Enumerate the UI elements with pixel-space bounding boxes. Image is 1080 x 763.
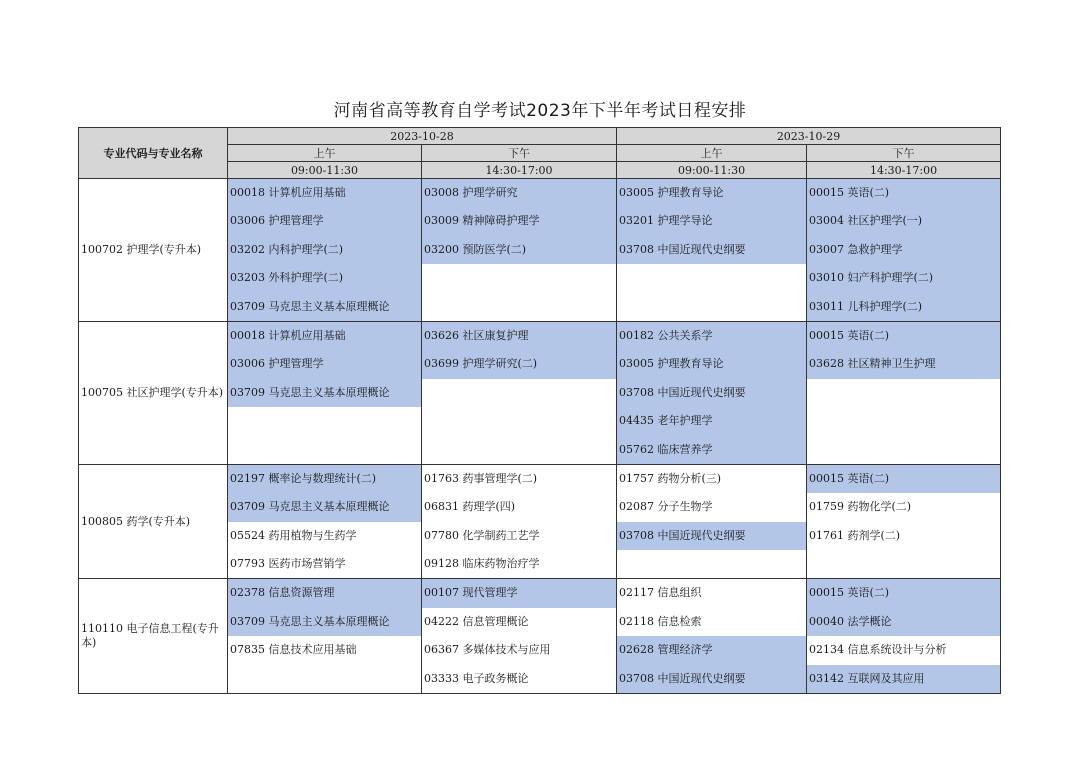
exam-course: 03709 马克思主义基本原理概论 bbox=[228, 293, 421, 321]
exam-course: 03333 电子政务概论 bbox=[424, 671, 529, 685]
empty-slot bbox=[617, 550, 806, 578]
exam-course: 03008 护理学研究 bbox=[422, 179, 616, 207]
exam-course: 06831 药理学(四) bbox=[424, 500, 516, 514]
exam-course: 01759 药物化学(二) bbox=[809, 500, 912, 514]
session-cell bbox=[228, 179, 422, 322]
exam-course: 04222 信息管理概论 bbox=[424, 614, 529, 628]
exam-course: 03006 护理管理学 bbox=[228, 207, 421, 235]
empty-slot bbox=[228, 407, 421, 435]
exam-course: 03200 预防医学(二) bbox=[422, 236, 616, 264]
exam-course: 03708 中国近现代史纲要 bbox=[617, 379, 806, 407]
empty-slot bbox=[422, 407, 616, 435]
major-row bbox=[79, 179, 1001, 322]
exam-course: 00040 法学概论 bbox=[807, 608, 1000, 636]
exam-course: 03628 社区精神卫生护理 bbox=[807, 350, 1000, 378]
exam-course: 03006 护理管理学 bbox=[228, 350, 421, 378]
major-column-header: 专业代码与专业名称 bbox=[79, 128, 228, 179]
time-header: 14:30-17:00 bbox=[807, 162, 1001, 179]
empty-slot bbox=[807, 436, 1000, 464]
exam-course: 00018 计算机应用基础 bbox=[228, 322, 421, 350]
exam-course: 01757 药物分析(三) bbox=[619, 471, 722, 485]
exam-course: 02134 信息系统设计与分析 bbox=[809, 643, 947, 657]
major-row bbox=[79, 579, 1001, 694]
session-cell bbox=[617, 321, 807, 464]
session-cell bbox=[228, 464, 422, 579]
period-header: 下午 bbox=[422, 145, 617, 162]
exam-course: 03626 社区康复护理 bbox=[422, 322, 616, 350]
exam-course: 02628 管理经济学 bbox=[617, 636, 806, 664]
exam-course: 00015 英语(二) bbox=[807, 322, 1000, 350]
session-cell bbox=[422, 579, 617, 694]
exam-course: 03005 护理教育导论 bbox=[617, 350, 806, 378]
exam-course: 03709 马克思主义基本原理概论 bbox=[228, 493, 421, 521]
exam-course: 07780 化学制药工艺学 bbox=[424, 528, 540, 542]
session-cell bbox=[228, 579, 422, 694]
schedule-body bbox=[79, 179, 1001, 694]
exam-course: 03708 中国近现代史纲要 bbox=[617, 665, 806, 693]
major-name: 110110 电子信息工程(专升本) bbox=[79, 579, 228, 694]
empty-slot bbox=[228, 436, 421, 464]
session-cell bbox=[807, 321, 1001, 464]
exam-course: 00015 英语(二) bbox=[807, 465, 1000, 493]
time-header: 14:30-17:00 bbox=[422, 162, 617, 179]
exam-course: 03005 护理教育导论 bbox=[617, 179, 806, 207]
period-header: 上午 bbox=[617, 145, 807, 162]
session-cell bbox=[422, 321, 617, 464]
exam-course: 05524 药用植物与生药学 bbox=[230, 528, 357, 542]
date-header: 2023-10-28 bbox=[228, 128, 617, 145]
time-header: 09:00-11:30 bbox=[228, 162, 422, 179]
exam-course: 03709 马克思主义基本原理概论 bbox=[228, 608, 421, 636]
period-header: 下午 bbox=[807, 145, 1001, 162]
major-name: 100705 社区护理学(专升本) bbox=[79, 321, 228, 464]
exam-course: 03203 外科护理学(二) bbox=[228, 264, 421, 292]
empty-slot bbox=[807, 379, 1000, 407]
exam-course: 07793 医药市场营销学 bbox=[230, 557, 346, 571]
session-cell bbox=[807, 464, 1001, 579]
session-cell bbox=[422, 179, 617, 322]
major-row bbox=[79, 464, 1001, 579]
exam-course: 07835 信息技术应用基础 bbox=[230, 643, 357, 657]
empty-slot bbox=[807, 550, 1000, 578]
exam-course: 00015 英语(二) bbox=[807, 179, 1000, 207]
exam-course: 03202 内科护理学(二) bbox=[228, 236, 421, 264]
empty-slot bbox=[228, 665, 421, 693]
exam-course: 03004 社区护理学(一) bbox=[807, 207, 1000, 235]
session-cell bbox=[807, 179, 1001, 322]
session-cell bbox=[617, 464, 807, 579]
exam-course: 02117 信息组织 bbox=[619, 586, 702, 600]
exam-course: 01761 药剂学(二) bbox=[809, 528, 901, 542]
exam-course: 00107 现代管理学 bbox=[422, 579, 616, 607]
session-cell bbox=[228, 321, 422, 464]
session-cell bbox=[617, 579, 807, 694]
time-header: 09:00-11:30 bbox=[617, 162, 807, 179]
exam-course: 04435 老年护理学 bbox=[617, 407, 806, 435]
exam-course: 03201 护理学导论 bbox=[617, 207, 806, 235]
exam-course: 03709 马克思主义基本原理概论 bbox=[228, 379, 421, 407]
page-title: 河南省高等教育自学考试2023年下半年考试日程安排 bbox=[333, 101, 747, 121]
exam-course: 02197 概率论与数理统计(二) bbox=[228, 465, 421, 493]
exam-course: 03007 急救护理学 bbox=[807, 236, 1000, 264]
major-name: 100702 护理学(专升本) bbox=[79, 179, 228, 322]
exam-course: 01763 药事管理学(二) bbox=[424, 471, 538, 485]
exam-course: 06367 多媒体技术与应用 bbox=[424, 643, 551, 657]
exam-course: 09128 临床药物治疗学 bbox=[424, 557, 540, 571]
major-name: 100805 药学(专升本) bbox=[79, 464, 228, 579]
session-cell bbox=[617, 179, 807, 322]
exam-course: 00018 计算机应用基础 bbox=[228, 179, 421, 207]
exam-course: 02378 信息资源管理 bbox=[228, 579, 421, 607]
date-header: 2023-10-29 bbox=[617, 128, 1001, 145]
exam-course: 03708 中国近现代史纲要 bbox=[617, 522, 806, 550]
empty-slot bbox=[617, 293, 806, 321]
empty-slot bbox=[422, 436, 616, 464]
major-row bbox=[79, 321, 1001, 464]
exam-course: 02087 分子生物学 bbox=[619, 500, 713, 514]
exam-course: 03142 互联网及其应用 bbox=[807, 665, 1000, 693]
exam-course: 03708 中国近现代史纲要 bbox=[617, 236, 806, 264]
empty-slot bbox=[807, 407, 1000, 435]
exam-course: 05762 临床营养学 bbox=[617, 436, 806, 464]
session-cell bbox=[807, 579, 1001, 694]
period-header: 上午 bbox=[228, 145, 422, 162]
empty-slot bbox=[422, 379, 616, 407]
exam-course: 00015 英语(二) bbox=[807, 579, 1000, 607]
exam-course: 03009 精神障碍护理学 bbox=[422, 207, 616, 235]
exam-course: 00182 公共关系学 bbox=[617, 322, 806, 350]
exam-course: 03010 妇产科护理学(二) bbox=[807, 264, 1000, 292]
exam-course: 03011 儿科护理学(二) bbox=[807, 293, 1000, 321]
exam-course: 03699 护理学研究(二) bbox=[422, 350, 616, 378]
exam-schedule-table bbox=[78, 127, 1001, 694]
empty-slot bbox=[422, 264, 616, 292]
exam-course: 02118 信息检索 bbox=[619, 614, 702, 628]
empty-slot bbox=[617, 264, 806, 292]
session-cell bbox=[422, 464, 617, 579]
empty-slot bbox=[422, 293, 616, 321]
